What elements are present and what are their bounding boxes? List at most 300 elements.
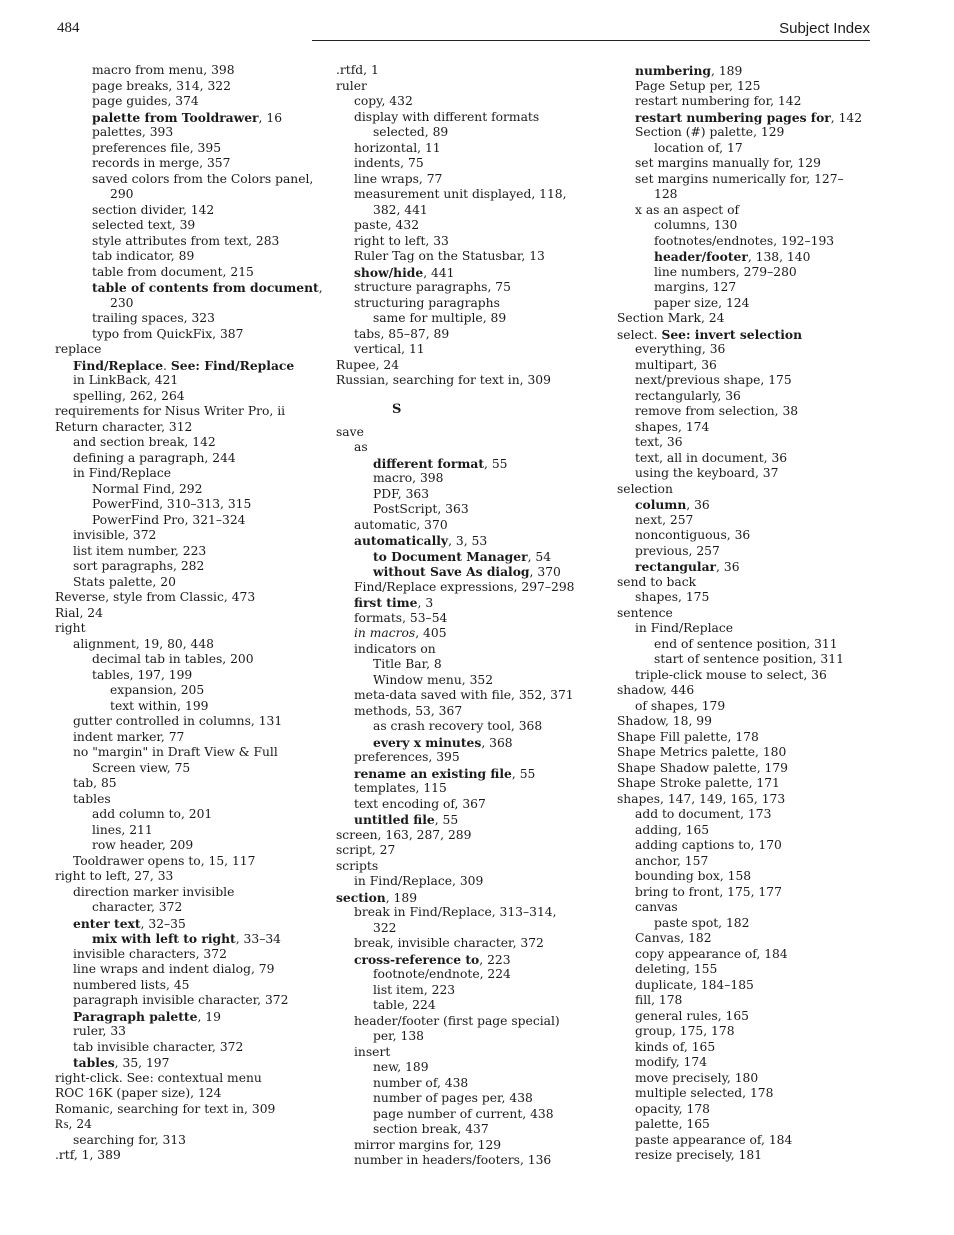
index-entry [55, 838, 305, 854]
index-term-bold: to Document Manager [373, 548, 528, 564]
index-text: decimal tab in tables, 200 [92, 652, 254, 666]
index-text: kinds of, 165 [635, 1039, 716, 1054]
index-text: selection [617, 481, 673, 496]
index-text: Section Mark, 24 [617, 311, 725, 325]
index-text: , 138, 140 [747, 250, 811, 264]
index-text: mirror margins for, 129 [354, 1137, 502, 1152]
index-text: typo from QuickFix, 387 [92, 326, 244, 341]
index-text: text, all in document, 36 [635, 450, 788, 465]
index-text: , 441 [423, 265, 455, 280]
index-entry [55, 389, 305, 405]
index-text: style attributes from text, 283 [92, 233, 280, 248]
index-text: paragraph invisible character, 372 [73, 993, 289, 1007]
index-entry [336, 564, 591, 580]
index-entry [55, 497, 305, 513]
index-entry [617, 249, 872, 265]
index-term-bold: rename an existing file [354, 765, 512, 781]
index-entry [55, 466, 305, 482]
index-entry [617, 575, 872, 591]
index-text: right to left, 33 [354, 233, 449, 248]
index-entry [617, 559, 872, 575]
index-entry [55, 156, 305, 172]
index-entry [55, 869, 305, 885]
index-term-bold: tables [73, 1055, 115, 1070]
index-term-bold: Find/Replace [73, 357, 164, 373]
index-text: searching for, 313 [73, 1132, 187, 1147]
index-text: requirements for Nisus Writer Pro, ii [55, 404, 286, 418]
index-text: using the keyboard, 37 [635, 466, 779, 480]
index-entry [617, 916, 872, 932]
index-entry [336, 156, 591, 172]
index-text: , 55 [484, 456, 508, 471]
index-text: templates, 115 [354, 781, 447, 795]
index-text: character, 372 [92, 900, 183, 914]
index-text: , 3 [417, 596, 434, 610]
index-entry [617, 1102, 872, 1118]
index-entry [55, 373, 305, 389]
index-term-bold: column [635, 497, 687, 512]
index-text: columns, 130 [654, 218, 738, 232]
index-entry [617, 1133, 872, 1149]
index-text: 322 [373, 920, 397, 935]
index-text: ruler, 33 [73, 1024, 126, 1038]
index-text: Shape Fill palette, 178 [617, 729, 759, 744]
index-entry [336, 998, 591, 1014]
index-entry [617, 234, 872, 250]
index-text: Section (#) palette, 129 [635, 125, 785, 139]
index-text: Page Setup per, 125 [635, 78, 761, 93]
index-entry [336, 1029, 591, 1045]
index-entry [617, 156, 872, 172]
index-entry [55, 745, 305, 761]
index-entry [617, 745, 872, 761]
index-text: , 33–34 [235, 932, 281, 946]
index-entry [617, 63, 872, 79]
running-head: Subject Index [779, 20, 870, 37]
index-text: Shadow, 18, 99 [617, 714, 712, 728]
index-text: , 3, 53 [448, 534, 488, 548]
index-entry [55, 358, 305, 374]
index-entry [55, 1117, 305, 1133]
index-entry [336, 735, 591, 751]
index-entry [617, 420, 872, 436]
index-term-bold: rectangular [635, 559, 717, 574]
index-text: remove from selection, 38 [635, 404, 799, 418]
index-entry [55, 249, 305, 265]
index-entry [336, 781, 591, 797]
index-entry [336, 1076, 591, 1092]
index-text: next/previous shape, 175 [635, 373, 792, 387]
index-entry [617, 435, 872, 451]
index-term-bold: cross-reference to [354, 951, 480, 967]
index-text: table, 224 [373, 998, 436, 1012]
index-text: tables, 197, 199 [92, 667, 193, 682]
index-term-bold: every x minutes [373, 734, 482, 750]
index-text: adding, 165 [635, 822, 710, 837]
index-entry [55, 559, 305, 575]
index-entry [336, 812, 591, 828]
index-text: noncontiguous, 36 [635, 528, 751, 542]
index-text: page guides, 374 [92, 94, 199, 108]
index-entry [617, 854, 872, 870]
index-entry [336, 265, 591, 281]
index-text: paste, 432 [354, 218, 420, 232]
index-text: in Find/Replace, 309 [354, 874, 484, 888]
index-entry [55, 327, 305, 343]
index-entry [617, 358, 872, 374]
index-text: table from document, 215 [92, 264, 254, 279]
index-entry [55, 528, 305, 544]
index-text: right [55, 621, 86, 635]
index-entry [336, 79, 591, 95]
index-text: fill, 178 [635, 993, 683, 1007]
index-text: PostScript, 363 [373, 502, 469, 516]
index-term-bold: See: invert selection [661, 326, 803, 342]
index-entry [55, 203, 305, 219]
index-text: as crash recovery tool, 368 [373, 719, 543, 733]
index-entry [617, 1117, 872, 1133]
index-text: defining a paragraph, 244 [73, 450, 236, 465]
index-text: canvas [635, 900, 678, 914]
index-text: PDF, 363 [373, 486, 430, 501]
index-entry [617, 1024, 872, 1040]
index-term-bold: different format [373, 455, 485, 471]
index-entry [617, 1055, 872, 1071]
index-entry [55, 978, 305, 994]
index-entry [617, 528, 872, 544]
index-text: page breaks, 314, 322 [92, 78, 231, 93]
index-entry [55, 807, 305, 823]
index-text: . [163, 358, 171, 373]
index-entry [617, 94, 872, 110]
index-text: ₨, 24 [55, 1117, 93, 1131]
index-entry [336, 456, 591, 472]
index-text: structuring paragraphs [354, 295, 500, 310]
index-text: , [318, 281, 323, 295]
index-text: , 36 [716, 560, 740, 574]
index-entry [617, 947, 872, 963]
index-entry [617, 342, 872, 358]
index-entry [336, 249, 591, 265]
index-entry [336, 549, 591, 565]
index-entry [617, 993, 872, 1009]
index-entry [336, 704, 591, 720]
index-entry [55, 296, 305, 312]
index-text: Rupee, 24 [336, 357, 400, 372]
index-entry [617, 203, 872, 219]
index-text: header/footer (first page special) [354, 1013, 560, 1028]
index-entry [617, 761, 872, 777]
index-entry [55, 761, 305, 777]
index-text: Tooldrawer opens to, 15, 117 [73, 853, 256, 868]
index-text: sort paragraphs, 282 [73, 559, 205, 573]
index-entry [617, 544, 872, 560]
index-text: list item, 223 [373, 982, 456, 997]
index-text: same for multiple, 89 [373, 311, 507, 325]
index-text: Stats palette, 20 [73, 574, 176, 589]
index-text: horizontal, 11 [354, 140, 441, 155]
index-text: everything, 36 [635, 342, 726, 356]
index-entry [336, 1153, 591, 1169]
index-entry [336, 234, 591, 250]
index-text: vertical, 11 [354, 342, 425, 356]
index-text: margins, 127 [654, 280, 737, 294]
index-text: send to back [617, 574, 697, 589]
index-entry [617, 714, 872, 730]
index-entry [336, 94, 591, 110]
index-text: selected, 89 [373, 125, 449, 139]
index-text: line numbers, 279–280 [654, 264, 797, 279]
index-text: number of, 438 [373, 1075, 469, 1090]
index-text: triple-click mouse to select, 36 [635, 667, 827, 682]
index-entry [55, 900, 305, 916]
index-text: end of sentence position, 311 [654, 636, 838, 651]
index-text: Screen view, 75 [92, 760, 191, 775]
index-text: tab indicator, 89 [92, 249, 195, 263]
index-text: automatic, 370 [354, 517, 448, 532]
index-entry [55, 637, 305, 653]
index-entry [55, 420, 305, 436]
index-text: insert [354, 1044, 391, 1059]
index-entry [336, 611, 591, 627]
index-term-bold: first time [354, 595, 418, 610]
index-text: , 189 [711, 64, 743, 78]
index-entry [336, 642, 591, 658]
index-entry [617, 1071, 872, 1087]
index-text: , 370 [529, 565, 561, 579]
index-text: direction marker invisible [73, 884, 235, 899]
index-entry [617, 807, 872, 823]
index-column-3 [617, 63, 872, 1164]
index-text: numbered lists, 45 [73, 977, 190, 992]
index-text: indent marker, 77 [73, 729, 185, 744]
index-entry [55, 280, 323, 296]
index-entry [617, 931, 872, 947]
index-text: PowerFind, 310–313, 315 [92, 497, 252, 511]
index-term-bold: restart numbering pages for [635, 109, 831, 125]
index-entry [336, 187, 591, 203]
index-text: tables [73, 791, 111, 806]
index-entry [55, 1040, 305, 1056]
index-text: x as an aspect of [635, 202, 740, 217]
index-entry [336, 1060, 591, 1076]
index-text: number in headers/footers, 136 [354, 1153, 552, 1167]
index-entry [55, 482, 305, 498]
index-text: , 142 [830, 110, 863, 125]
index-text: selected text, 39 [92, 218, 196, 232]
index-text: replace [55, 342, 102, 356]
index-text: right to left, 27, 33 [55, 869, 174, 883]
index-entry [617, 466, 872, 482]
index-text: ruler [336, 78, 367, 93]
index-text: break in Find/Replace, 313–314, [354, 905, 557, 919]
index-entry [336, 967, 591, 983]
index-text: shapes, 147, 149, 165, 173 [617, 791, 786, 806]
index-text: Normal Find, 292 [92, 481, 203, 496]
index-text: paper size, 124 [654, 295, 750, 310]
index-entry [336, 533, 591, 549]
index-entry [55, 1055, 305, 1071]
index-text: duplicate, 184–185 [635, 977, 754, 992]
index-text: multiple selected, 178 [635, 1086, 774, 1100]
index-text: Ruler Tag on the Statusbar, 13 [354, 249, 545, 263]
index-text: move precisely, 180 [635, 1070, 759, 1085]
index-text: preferences, 395 [354, 750, 460, 764]
index-text: Return character, 312 [55, 419, 193, 434]
index-entry [336, 673, 591, 689]
index-text: per, 138 [373, 1029, 424, 1043]
index-text: lines, 211 [92, 822, 153, 837]
index-entry [55, 110, 305, 126]
index-entry [55, 1148, 305, 1164]
index-entry [55, 125, 305, 141]
index-entry [336, 280, 591, 296]
index-entry [617, 265, 872, 281]
index-entry [55, 621, 305, 637]
index-text: expansion, 205 [110, 683, 205, 697]
index-text: previous, 257 [635, 543, 720, 558]
index-text: indents, 75 [354, 156, 424, 170]
index-text: Shape Shadow palette, 179 [617, 760, 788, 775]
index-entry [55, 962, 305, 978]
index-entry [336, 311, 591, 327]
index-text: display with different formats [354, 109, 540, 124]
index-entry [55, 435, 305, 451]
index-entry [55, 792, 305, 808]
index-text: paste spot, 182 [654, 915, 750, 930]
index-text: ROC 16K (paper size), 124 [55, 1086, 222, 1100]
index-entry [55, 776, 305, 792]
index-entry [55, 311, 305, 327]
index-term-bold: Paragraph palette [73, 1008, 198, 1024]
index-entry [55, 513, 305, 529]
index-term-bold: header/footer [654, 249, 748, 264]
index-entry [55, 699, 305, 715]
page-number: 484 [57, 20, 80, 36]
index-text: group, 175, 178 [635, 1024, 735, 1038]
index-text: script, 27 [336, 843, 396, 857]
index-entry [55, 668, 305, 684]
index-entry [55, 63, 305, 79]
index-text: restart numbering for, 142 [635, 94, 802, 108]
index-entry [617, 699, 872, 715]
index-entry [617, 652, 872, 668]
index-entry [55, 575, 305, 591]
index-entry [617, 683, 872, 699]
index-entry [55, 652, 305, 668]
index-entry [617, 776, 872, 792]
index-term-bold: show/hide [354, 264, 424, 280]
index-entry [617, 218, 872, 234]
index-entry [617, 482, 872, 498]
index-text: records in merge, 357 [92, 156, 231, 170]
index-text: alignment, 19, 80, 448 [73, 636, 215, 651]
index-entry [617, 869, 872, 885]
index-entry [617, 311, 872, 327]
index-text: add to document, 173 [635, 807, 772, 821]
index-entry [617, 962, 872, 978]
index-entry [336, 657, 591, 673]
index-text: palette, 165 [635, 1117, 710, 1131]
index-term-bold: mix with left to right [92, 931, 236, 946]
index-entry [336, 1014, 591, 1030]
index-term-bold: enter text [73, 915, 141, 931]
index-text: opacity, 178 [635, 1101, 710, 1116]
index-entry [55, 730, 305, 746]
index-entry [336, 141, 591, 157]
index-text: , 55 [511, 766, 536, 781]
index-text: trailing spaces, 323 [92, 311, 215, 325]
index-entry [617, 823, 872, 839]
index-text: shapes, 175 [635, 590, 710, 604]
index-text: , 223 [479, 952, 511, 967]
index-entry [55, 916, 305, 932]
index-text: next, 257 [635, 512, 694, 527]
index-entry [617, 389, 872, 405]
index-entry [617, 885, 872, 901]
index-text: , 405 [415, 626, 447, 640]
index-entry [336, 63, 591, 79]
index-text: save [336, 424, 364, 439]
index-term-italic: in macros [354, 626, 416, 640]
index-text: location of, 17 [654, 140, 743, 155]
index-entry [617, 637, 872, 653]
index-entry [336, 342, 591, 358]
index-text: in LinkBack, 421 [73, 373, 179, 387]
index-entry [55, 342, 305, 358]
index-text: list item number, 223 [73, 543, 207, 558]
index-entry [336, 828, 591, 844]
index-text: .rtf, 1, 389 [55, 1148, 121, 1162]
index-entry [617, 1148, 872, 1164]
index-term-bold: automatically [354, 533, 449, 548]
index-text: bring to front, 175, 177 [635, 884, 782, 899]
index-entry [336, 688, 591, 704]
index-text: in Find/Replace [635, 621, 733, 635]
index-text: gutter controlled in columns, 131 [73, 714, 283, 728]
index-entry [55, 234, 305, 250]
index-entry [55, 606, 305, 622]
index-text: saved colors from the Colors panel, [92, 171, 314, 186]
index-entry [617, 404, 872, 420]
index-entry [617, 668, 872, 684]
index-entry [55, 451, 305, 467]
index-entry [336, 797, 591, 813]
index-text: methods, 53, 367 [354, 703, 463, 718]
index-entry [55, 218, 305, 234]
index-text: page number of current, 438 [373, 1106, 554, 1121]
index-text: measurement unit displayed, 118, [354, 187, 567, 201]
index-text: deleting, 155 [635, 962, 718, 976]
index-text: 382, 441 [373, 202, 428, 217]
index-entry [336, 172, 591, 188]
index-text: meta-data saved with file, 352, 371 [354, 688, 574, 702]
index-column-2 [336, 63, 591, 1169]
index-entry [617, 79, 872, 95]
index-text: number of pages per, 438 [373, 1091, 533, 1105]
index-text: Canvas, 182 [635, 931, 712, 945]
index-text: set margins numerically for, 127– [635, 171, 844, 186]
index-entry [617, 296, 872, 312]
index-entry [336, 125, 591, 141]
index-entry [336, 296, 591, 312]
index-text: , 35, 197 [114, 1056, 170, 1070]
index-text: and section break, 142 [73, 435, 216, 449]
index-text: adding captions to, 170 [635, 838, 782, 852]
index-term-bold: See: Find/Replace [170, 357, 295, 373]
index-entry [336, 110, 591, 126]
index-entry [617, 373, 872, 389]
